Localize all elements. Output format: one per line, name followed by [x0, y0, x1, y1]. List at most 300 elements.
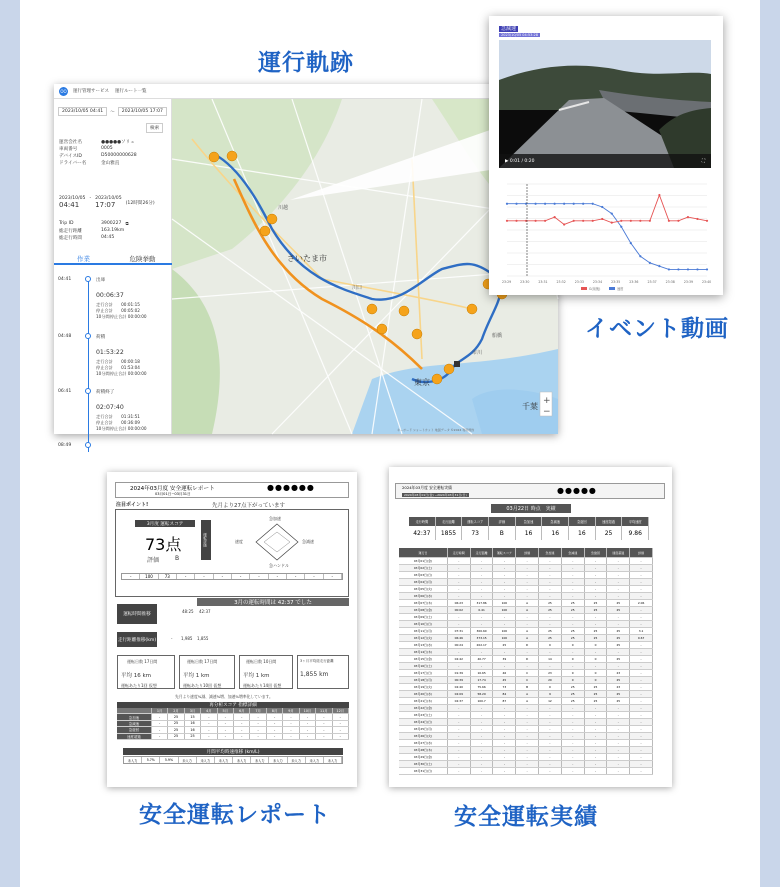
record-cell: -: [562, 712, 585, 718]
kpi-header-cell: 急減速: [542, 517, 569, 526]
detail-cell: 4月: [201, 708, 217, 713]
record-cell: -: [493, 572, 516, 578]
table-row: [399, 705, 653, 712]
record-cell: -: [607, 733, 630, 739]
event-time: 06:41: [58, 389, 72, 394]
record-cell: 100: [493, 607, 516, 613]
summary-cell: -: [122, 574, 140, 579]
x-tick-label: 23:38: [665, 280, 675, 284]
table-row: [399, 656, 653, 663]
summary-cell: 100: [140, 574, 158, 579]
record-cell: -: [516, 712, 539, 718]
record-cell: 0.67: [630, 635, 653, 641]
record-cell: -: [630, 586, 653, 592]
route-sidebar: [54, 99, 172, 448]
record-cell: -: [471, 663, 494, 669]
app-header: [54, 84, 558, 99]
series-point-speed: [668, 220, 670, 222]
speed-cell: 5.7%: [142, 757, 160, 763]
record-cell: -: [607, 593, 630, 599]
x-tick-label: 23:30: [520, 280, 530, 284]
record-cell: 03月07日(木): [399, 600, 448, 606]
detail-cell: -: [333, 734, 349, 739]
record-cell: -: [539, 614, 562, 620]
speed-cell: 未入力: [124, 757, 142, 763]
record-cell: -: [539, 586, 562, 592]
speed-cell: 未入力: [197, 757, 215, 763]
series-point-g: [649, 262, 651, 264]
table-row: [399, 642, 653, 649]
acceleration-chart: [489, 176, 723, 296]
detail-cell: 10月: [300, 708, 316, 713]
table-row: [399, 628, 653, 635]
trip-id-value: 3900227: [101, 221, 122, 226]
detail-cell: -: [152, 714, 168, 719]
evaluation-vertical-label: 運転評価: [201, 520, 211, 560]
record-cell: -: [607, 565, 630, 571]
series-point-g: [592, 203, 594, 205]
record-cell: 45: [493, 677, 516, 683]
record-cell: -: [607, 663, 630, 669]
detail-cell: 11月: [316, 708, 332, 713]
caption-safety-record: 安全運転実績: [454, 804, 598, 830]
kpi-value-cell: 25: [596, 526, 623, 540]
record-cell: 25: [607, 691, 630, 697]
detail-cell: 9月: [283, 708, 299, 713]
record-cell: -: [630, 565, 653, 571]
record-cell: -: [448, 747, 471, 753]
record-cell: 03月11日(月): [399, 628, 448, 634]
record-cell: -: [539, 579, 562, 585]
table-row: [399, 635, 653, 642]
record-cell: -: [630, 684, 653, 690]
record-cell: 25: [585, 628, 608, 634]
x-tick-label: 23:32: [556, 280, 566, 284]
record-cell: 25: [539, 628, 562, 634]
series-point-g: [677, 268, 679, 270]
record-cell: -: [448, 579, 471, 585]
record-cell: 20: [539, 677, 562, 683]
record-cell: -: [516, 565, 539, 571]
record-cell: -: [585, 733, 608, 739]
table-row: [399, 600, 653, 607]
detail-cell: -: [316, 721, 332, 726]
record-cell: 23: [539, 670, 562, 676]
map-attribution: キーボード ショートカット 地図データ ©2024 利用規約: [397, 428, 475, 432]
series-point-speed: [696, 218, 698, 220]
record-cell: -: [630, 572, 653, 578]
table-row: [399, 621, 653, 628]
record-cell: 25: [607, 600, 630, 606]
table-row: [399, 740, 653, 747]
detail-cell: -: [201, 721, 217, 726]
record-cell: 10.65: [471, 670, 494, 676]
info-value: D50000000628: [101, 153, 137, 158]
safety-record-page: [389, 467, 672, 787]
series-point-g: [611, 212, 613, 214]
legend-swatch-speed: [581, 287, 587, 290]
record-cell: 03月30日(土): [399, 761, 448, 767]
detail-cell: 16: [185, 727, 201, 732]
detail-cell: -: [250, 734, 266, 739]
record-cell: -: [516, 705, 539, 711]
total-distance-label: 総走行距離: [59, 229, 82, 234]
record-cell: -: [493, 663, 516, 669]
record-cell: -: [630, 698, 653, 704]
record-cell: -: [630, 677, 653, 683]
record-cell: -: [630, 691, 653, 697]
detail-cell: -: [267, 714, 283, 719]
tab-danger[interactable]: 危険挙動: [129, 255, 156, 263]
company-name: ●●●●●●: [267, 483, 315, 492]
detail-cell: 6月: [234, 708, 250, 713]
record-cell: 03月14日(木): [399, 649, 448, 655]
detail-cell: -: [283, 734, 299, 739]
x-tick-label: 23:34: [592, 280, 603, 284]
record-cell: -: [630, 649, 653, 655]
distance-value: 1,985: [181, 636, 193, 641]
record-cell: -: [630, 593, 653, 599]
record-cell: -: [516, 740, 539, 746]
detail-header: 再分析スコア 指標詳細: [117, 702, 349, 708]
record-cell: 373.15: [471, 635, 494, 641]
record-period: 2024年03月01日(金) ~2024年03月31日(日): [404, 493, 467, 497]
table-row: [399, 719, 653, 726]
record-cell: 73: [493, 684, 516, 690]
record-cell: -: [493, 705, 516, 711]
speed-row: [123, 756, 343, 764]
record-cell: -: [539, 558, 562, 564]
record-cell: -: [562, 733, 585, 739]
map-label-chiba: 千葉: [522, 402, 538, 411]
detail-cell: -: [218, 727, 234, 732]
record-cell: -: [493, 621, 516, 627]
event-time: 08:49: [58, 443, 72, 448]
record-cell: -: [630, 579, 653, 585]
tab-work[interactable]: 作業: [77, 255, 90, 263]
table-row: [399, 712, 653, 719]
record-cell: D: [516, 656, 539, 662]
record-cell: -: [448, 740, 471, 746]
video-frame-image: [499, 40, 711, 168]
copy-icon[interactable]: ⧉: [125, 222, 129, 227]
record-cell: -: [448, 733, 471, 739]
record-cell: -: [448, 614, 471, 620]
stat-card-avg: 平均 1 km: [243, 673, 270, 679]
record-cell: -: [516, 663, 539, 669]
record-cell: 100.7: [471, 698, 494, 704]
speed-cell: 未入力: [251, 757, 269, 763]
record-cell: -: [471, 733, 494, 739]
record-cell: -: [448, 663, 471, 669]
map-label-kawagoe: 川越: [278, 205, 289, 211]
table-row: [399, 768, 653, 775]
caption-trajectory: 運行軌跡: [258, 50, 354, 76]
record-cell: 25: [562, 600, 585, 606]
record-cell: 02:40: [448, 684, 471, 690]
series-point-speed: [582, 220, 584, 222]
record-cell: -: [585, 768, 608, 774]
record-cell: -: [471, 593, 494, 599]
attention-headline: 先月より27点下がっています: [212, 503, 285, 509]
event-stat: 停止合計 00:36:09: [96, 420, 140, 425]
series-point-g: [544, 203, 546, 205]
record-cell: 0.41: [471, 607, 494, 613]
series-point-speed: [611, 222, 613, 224]
detail-cell: -: [218, 714, 234, 719]
speed-cell: 未入力: [288, 757, 306, 763]
record-cell: -: [448, 621, 471, 627]
record-cell: -: [630, 733, 653, 739]
kpi-value-row: [409, 526, 649, 540]
record-cell: -: [493, 649, 516, 655]
record-cell: -: [493, 586, 516, 592]
date-to-input[interactable]: 2023/10/05 17:07: [118, 107, 167, 116]
record-cell: -: [585, 565, 608, 571]
record-cell: 03月29日(金): [399, 754, 448, 760]
record-cell: -: [585, 705, 608, 711]
record-cell: -: [630, 607, 653, 613]
stat-card-label: 運転日数 17日間: [187, 659, 218, 664]
event-stat: 走行合計 00:00:18: [96, 359, 140, 364]
summary-cell: 73: [159, 574, 177, 579]
record-cell: 3.1: [630, 628, 653, 634]
record-cell: 25: [539, 600, 562, 606]
record-cell: -: [562, 621, 585, 627]
record-cell: -: [493, 754, 516, 760]
record-cell: 評価: [516, 548, 539, 557]
kpi-header-cell: 速度超過: [596, 517, 623, 526]
record-cell: -: [539, 740, 562, 746]
record-cell: -: [585, 747, 608, 753]
record-cell: -: [493, 593, 516, 599]
detail-cell: -: [234, 714, 250, 719]
record-cell: -: [562, 740, 585, 746]
x-tick-label: 23:40: [702, 280, 712, 284]
event-stat: 走行合計 01:31:51: [96, 414, 140, 419]
series-point-g: [687, 268, 689, 270]
record-cell: -: [493, 761, 516, 767]
detail-cell: -: [234, 734, 250, 739]
record-cell: -: [607, 705, 630, 711]
record-cell: 00:24: [448, 642, 471, 648]
zoom-out-button[interactable]: −: [543, 407, 551, 417]
stat-card-avg: 平均 1 km: [183, 673, 210, 679]
record-cell: -: [607, 754, 630, 760]
detail-cell: 12月: [333, 708, 349, 713]
time-value: 42:37: [199, 609, 211, 614]
record-cell: 00:39: [448, 677, 471, 683]
record-cell: -: [539, 761, 562, 767]
score-value: 73点: [145, 535, 182, 554]
record-cell: -: [493, 719, 516, 725]
detail-cell: -: [316, 727, 332, 732]
record-cell: -: [562, 614, 585, 620]
table-row: [399, 565, 653, 572]
timeline-dot-icon: [85, 442, 91, 448]
kpi-header-cell: 走行時間: [409, 517, 436, 526]
event-label: 出庫: [96, 278, 106, 283]
record-cell: -: [607, 768, 630, 774]
x-tick-label: 23:29: [502, 280, 512, 284]
detail-cell: 速度超過: [117, 734, 152, 739]
zoom-in-button[interactable]: +: [543, 396, 551, 406]
detail-cell: -: [152, 734, 168, 739]
record-cell: -: [562, 719, 585, 725]
record-cell: -: [448, 558, 471, 564]
series-point-speed: [554, 216, 556, 218]
stat-card-note: 運転あたり14回 仮想: [243, 683, 282, 688]
fullscreen-icon[interactable]: ⛶: [701, 159, 705, 164]
record-cell: -: [471, 572, 494, 578]
record-cell: -: [585, 761, 608, 767]
record-cell: -: [585, 558, 608, 564]
record-cell: -: [471, 558, 494, 564]
record-cell: 202.17: [471, 642, 494, 648]
record-cell: -: [516, 733, 539, 739]
x-tick-label: 23:35: [611, 280, 621, 284]
record-cell: A: [516, 635, 539, 641]
record-cell: 75.66: [471, 684, 494, 690]
record-cell: -: [630, 614, 653, 620]
attention-label: 注目ポイント!: [116, 502, 149, 508]
record-cell: 運行日: [399, 548, 448, 557]
record-cell: -: [607, 558, 630, 564]
record-cell: -: [630, 663, 653, 669]
table-row: [399, 698, 653, 705]
record-cell: 0: [539, 684, 562, 690]
record-cell: 運転スコア: [493, 548, 516, 557]
record-cell: -: [448, 565, 471, 571]
series-point-g: [601, 206, 603, 208]
record-cell: -: [493, 579, 516, 585]
detail-cell: 3月: [185, 708, 201, 713]
record-cell: -: [471, 621, 494, 627]
event-duration: 02:07:40: [96, 404, 124, 411]
record-cell: 25: [607, 642, 630, 648]
record-cell: -: [539, 705, 562, 711]
record-cell: 01:39: [448, 670, 471, 676]
kpi-header-cell: 運転スコア: [462, 517, 489, 526]
radar-axis-label: 速度: [235, 539, 243, 544]
info-label: デバイスID: [59, 154, 82, 159]
record-cell: 0: [562, 642, 585, 648]
trip-duration: (12時間26分): [125, 201, 155, 206]
detail-cell: 25: [168, 714, 184, 719]
record-cell: 0: [562, 656, 585, 662]
record-cell: -: [585, 593, 608, 599]
record-cell: -: [585, 754, 608, 760]
play-icon[interactable]: ▶: [505, 158, 510, 164]
record-cell: 25: [585, 600, 608, 606]
map-label-tokyo: 東京: [414, 378, 430, 387]
record-cell: 03月25日(月): [399, 726, 448, 732]
series-point-g: [573, 203, 575, 205]
record-cell: B: [516, 684, 539, 690]
summary-cell: -: [195, 574, 213, 579]
detail-cell: -: [234, 721, 250, 726]
record-cell: -: [562, 649, 585, 655]
table-row: [399, 691, 653, 698]
record-cell: A: [516, 607, 539, 613]
event-stat: 停止合計 01:53:04: [96, 365, 140, 370]
record-cell: 03月20日(水): [399, 691, 448, 697]
summary-cell: -: [214, 574, 232, 579]
record-cell: 評価: [630, 548, 653, 557]
stat-card-label: 3ヶ月平均総走行距離: [300, 659, 334, 663]
search-button[interactable]: 検索: [146, 123, 163, 133]
event-duration: 00:06:37: [96, 292, 124, 299]
date-from-input[interactable]: 2023/10/05 04:41: [58, 107, 107, 116]
stat-card-avg: 平均 16 km: [121, 673, 152, 679]
record-cell: -: [448, 649, 471, 655]
event-time: 04:48: [58, 334, 72, 339]
table-row: [399, 614, 653, 621]
record-cell: -: [493, 747, 516, 753]
record-cell: 100: [493, 600, 516, 606]
series-point-g: [563, 203, 565, 205]
record-cell: -: [493, 733, 516, 739]
record-cell: 急旋回: [585, 548, 608, 557]
route-list-link[interactable]: 運行ルート一覧: [115, 89, 147, 94]
record-cell: 03月16日(土): [399, 663, 448, 669]
table-row: [399, 684, 653, 691]
record-cell: -: [516, 719, 539, 725]
map-label-kawaguchi: 川口: [352, 285, 363, 291]
record-cell: 84: [493, 691, 516, 697]
detail-cell: -: [300, 714, 316, 719]
kpi-value-cell: 9.86: [622, 526, 649, 540]
map-label-saitama: さいたま市: [287, 254, 327, 263]
record-cell: -: [539, 593, 562, 599]
detail-cell: -: [152, 727, 168, 732]
record-cell: -: [493, 614, 516, 620]
record-cell: 0: [562, 670, 585, 676]
table-row: [399, 586, 653, 593]
record-cell: 25: [607, 628, 630, 634]
series-point-g: [534, 203, 536, 205]
score-label: 3月度 運転スコア: [135, 520, 195, 527]
record-cell: 0: [562, 677, 585, 683]
record-cell: -: [448, 768, 471, 774]
record-cell: -: [471, 754, 494, 760]
detail-cell: 16: [185, 721, 201, 726]
record-cell: 03月02日(土): [399, 565, 448, 571]
record-cell: -: [448, 712, 471, 718]
detail-cell: 7月: [250, 708, 266, 713]
record-cell: 07:31: [448, 628, 471, 634]
kpi-header-cell: 走行距離: [436, 517, 463, 526]
series-point-speed: [639, 220, 641, 222]
kpi-value-cell: 16: [569, 526, 596, 540]
record-cell: -: [562, 579, 585, 585]
series-point-speed: [706, 220, 708, 222]
record-cell: 02:09: [448, 691, 471, 697]
detail-cell: -: [250, 727, 266, 732]
video-controls: [499, 154, 711, 168]
record-cell: 39: [493, 656, 516, 662]
footer-note: 先月より速度%減、減速%増、加速%増率化しています。: [175, 694, 273, 699]
event-video-screenshot: [489, 16, 723, 295]
video-player[interactable]: [499, 40, 711, 168]
distance-summary-bar: 3月の運転時間は 42:37 でした: [197, 598, 349, 606]
map-label-ichikawa: 市川: [472, 350, 483, 356]
speed-cell: 未入力: [324, 757, 342, 763]
detail-table: [117, 708, 349, 740]
radar-axis-label: 急加速: [269, 516, 281, 521]
record-cell: 03月12日(火): [399, 635, 448, 641]
record-cell: -: [539, 649, 562, 655]
